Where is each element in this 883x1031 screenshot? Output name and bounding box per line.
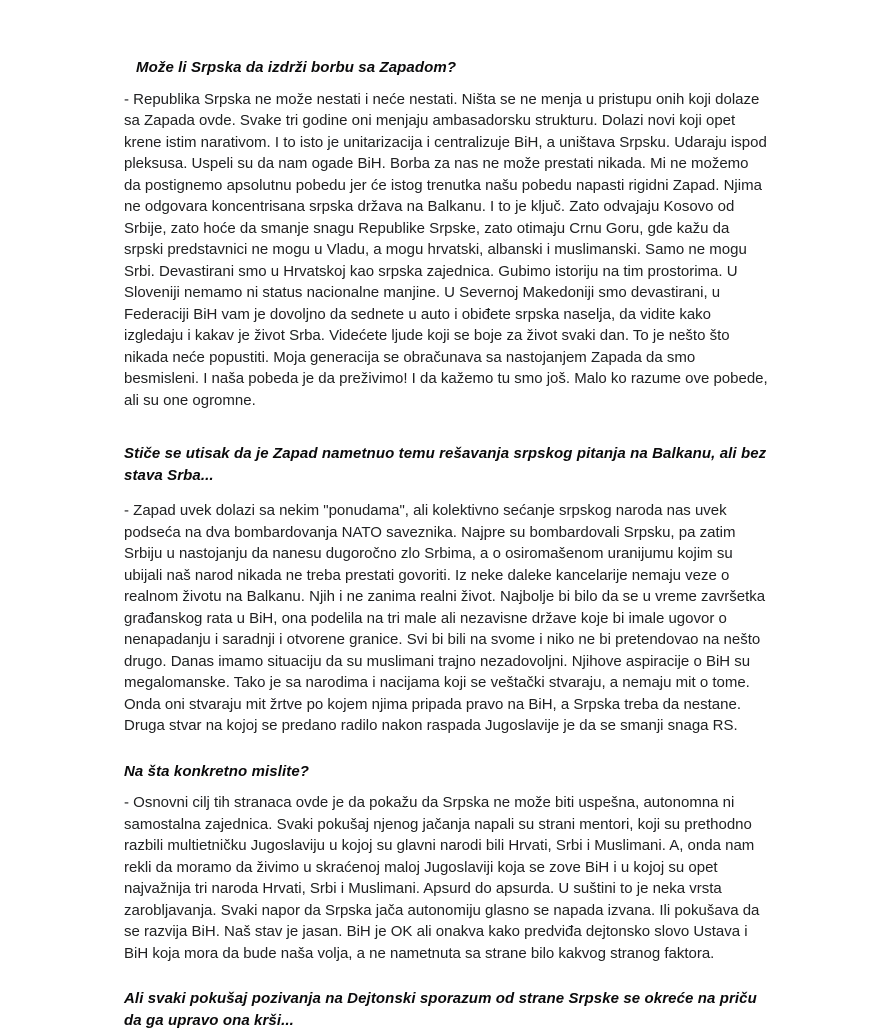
interview-answer: - Republika Srpska ne može nestati i neće nestati. Ništa se ne menja u pristupu onih koji dolaze sa Zapada ovde. Svake tri godine oni menjaju ambasadorsku strukturu. Dolazi novi koji opet krene istim narativom. I to isto je unitarizacija i centralizuje BiH, a uništava Srpsku. Udaraju ispod pleksusa. Uspeli su da nam ogade BiH. Borba za nas ne može prestati nikada. Mi ne možemo da postignemo apsolutnu pobedu jer će istog trenutka našu pobedu napasti rigidni Zapad. Njima ne odgovara koncentrisana srpska država na Balkanu. I to je ključ. Zato odvajaju Kosovo od Srbije, zato hoće da smanje snagu Republike Srpske, zato otimaju Crnu Goru, gde kažu da srpski predstavnici ne mogu u Vladu, a mogu hrvatski, albanski i muslimanski. Samo ne mogu Srbi. Devastirani smo u Hrvatskoj kao srpska zajednica. Gubimo istoriju na tim prostorima. U Sloveniji nemamo ni status nacionalne manjine. U Severnoj Makedoniji smo devastirani, u Federaciji BiH vam je dovoljno da sednete u auto i obiđete srpska naselja, da vidite kako izgledaju i kakav je život Srba. Videćete ljude koji se boje za život svaki dan. To je nešto što nikada neće popustiti. Moja generacija se obračunava sa nastojanjem Zapada da smo besmisleni. I naša pobeda je da preživimo! I da kažemo tu smo još. Malo ko razume ove pobede, ali su one ogromne.	[124, 90, 768, 409]
interview-article	[124, 57, 768, 1031]
interview-question: Stiče se utisak da je Zapad nametnuo temu rešavanja srpskog pitanja na Balkanu, ali bez stava Srba...	[124, 445, 767, 484]
interview-answer: - Osnovni cilj tih stranaca ovde je da pokažu da Srpska ne može biti uspešna, autonomna ni samostalna zajednica. Svaki pokušaj njenog jačanja napali su strani mentori, koji su prethodno razbili multietničku Jugoslaviju u kojoj su glavni narodi bili Hrvati, Srbi i Muslimani. A, onda nam rekli da moramo da živimo u skraćenoj maloj Jugoslaviji koja se zove BiH i u kojoj su opet najvažnija tri naroda Hrvati, Srbi i Muslimani. Apsurd do apsurda. U suštini to je neka vrsta zarobljavanja. Svaki napor da Srpska jača autonomiju glasno se napada izvana. Ili pokušava da se razvija BiH. Naš stav je jasan. BiH je OK ali onakva kako predviđa dejtonsko slovo Ustava i BiH koja mora da bude naša volja, a ne nametnuta sa strane bilo kakvog stranog faktora.	[124, 794, 760, 962]
interview-question: Ali svaki pokušaj pozivanja na Dejtonski sporazum od strane Srpske se okreće na priču da ga upravo ona krši...	[124, 990, 757, 1029]
interview-question: Na šta konkretno mislite?	[124, 762, 310, 780]
interview-question: Može li Srpska da izdrži borbu sa Zapadom?	[136, 59, 457, 76]
interview-answer: - Zapad uvek dolazi sa nekim "ponudama", ali kolektivno sećanje srpskog naroda nas uvek podseća na dva bombardovanja NATO saveznika. Najpre su bombardovali Srpsku, pa zatim Srbiju u nastojanju da nanesu dugoročno zlo Srbima, a o osiromašenom uranijumu kojim su ubijali naš narod nikada ne treba prestati govoriti. Iz neke daleke kancelarije nemaju veze o realnom životu na Balkanu. Njih i ne zanima realni život. Najbolje bi bilo da se u vreme završetka građanskog rata u BiH, ona podelila na tri male ali nezavisne države koje bi imale ugovor o nenapadanju i saradnji i otvorene granice. Svi bi bili na svome i niko ne bi pretendovao na nešto drugo. Danas imamo situaciju da su muslimani trajno nezadovoljni. Njihove aspiracije o BiH su megalomanske. Tako je sa narodima i nacijama koji se veštački stvaraju, a nemaju mit o tome. Onda oni stvaraju mit žrtve po kojem njima pripada pravo na BiH, a Srpska treba da nestane. Druga stvar na kojoj se predano radilo nakon raspada Jugoslavije je da se smanji snaga RS.	[124, 502, 766, 734]
